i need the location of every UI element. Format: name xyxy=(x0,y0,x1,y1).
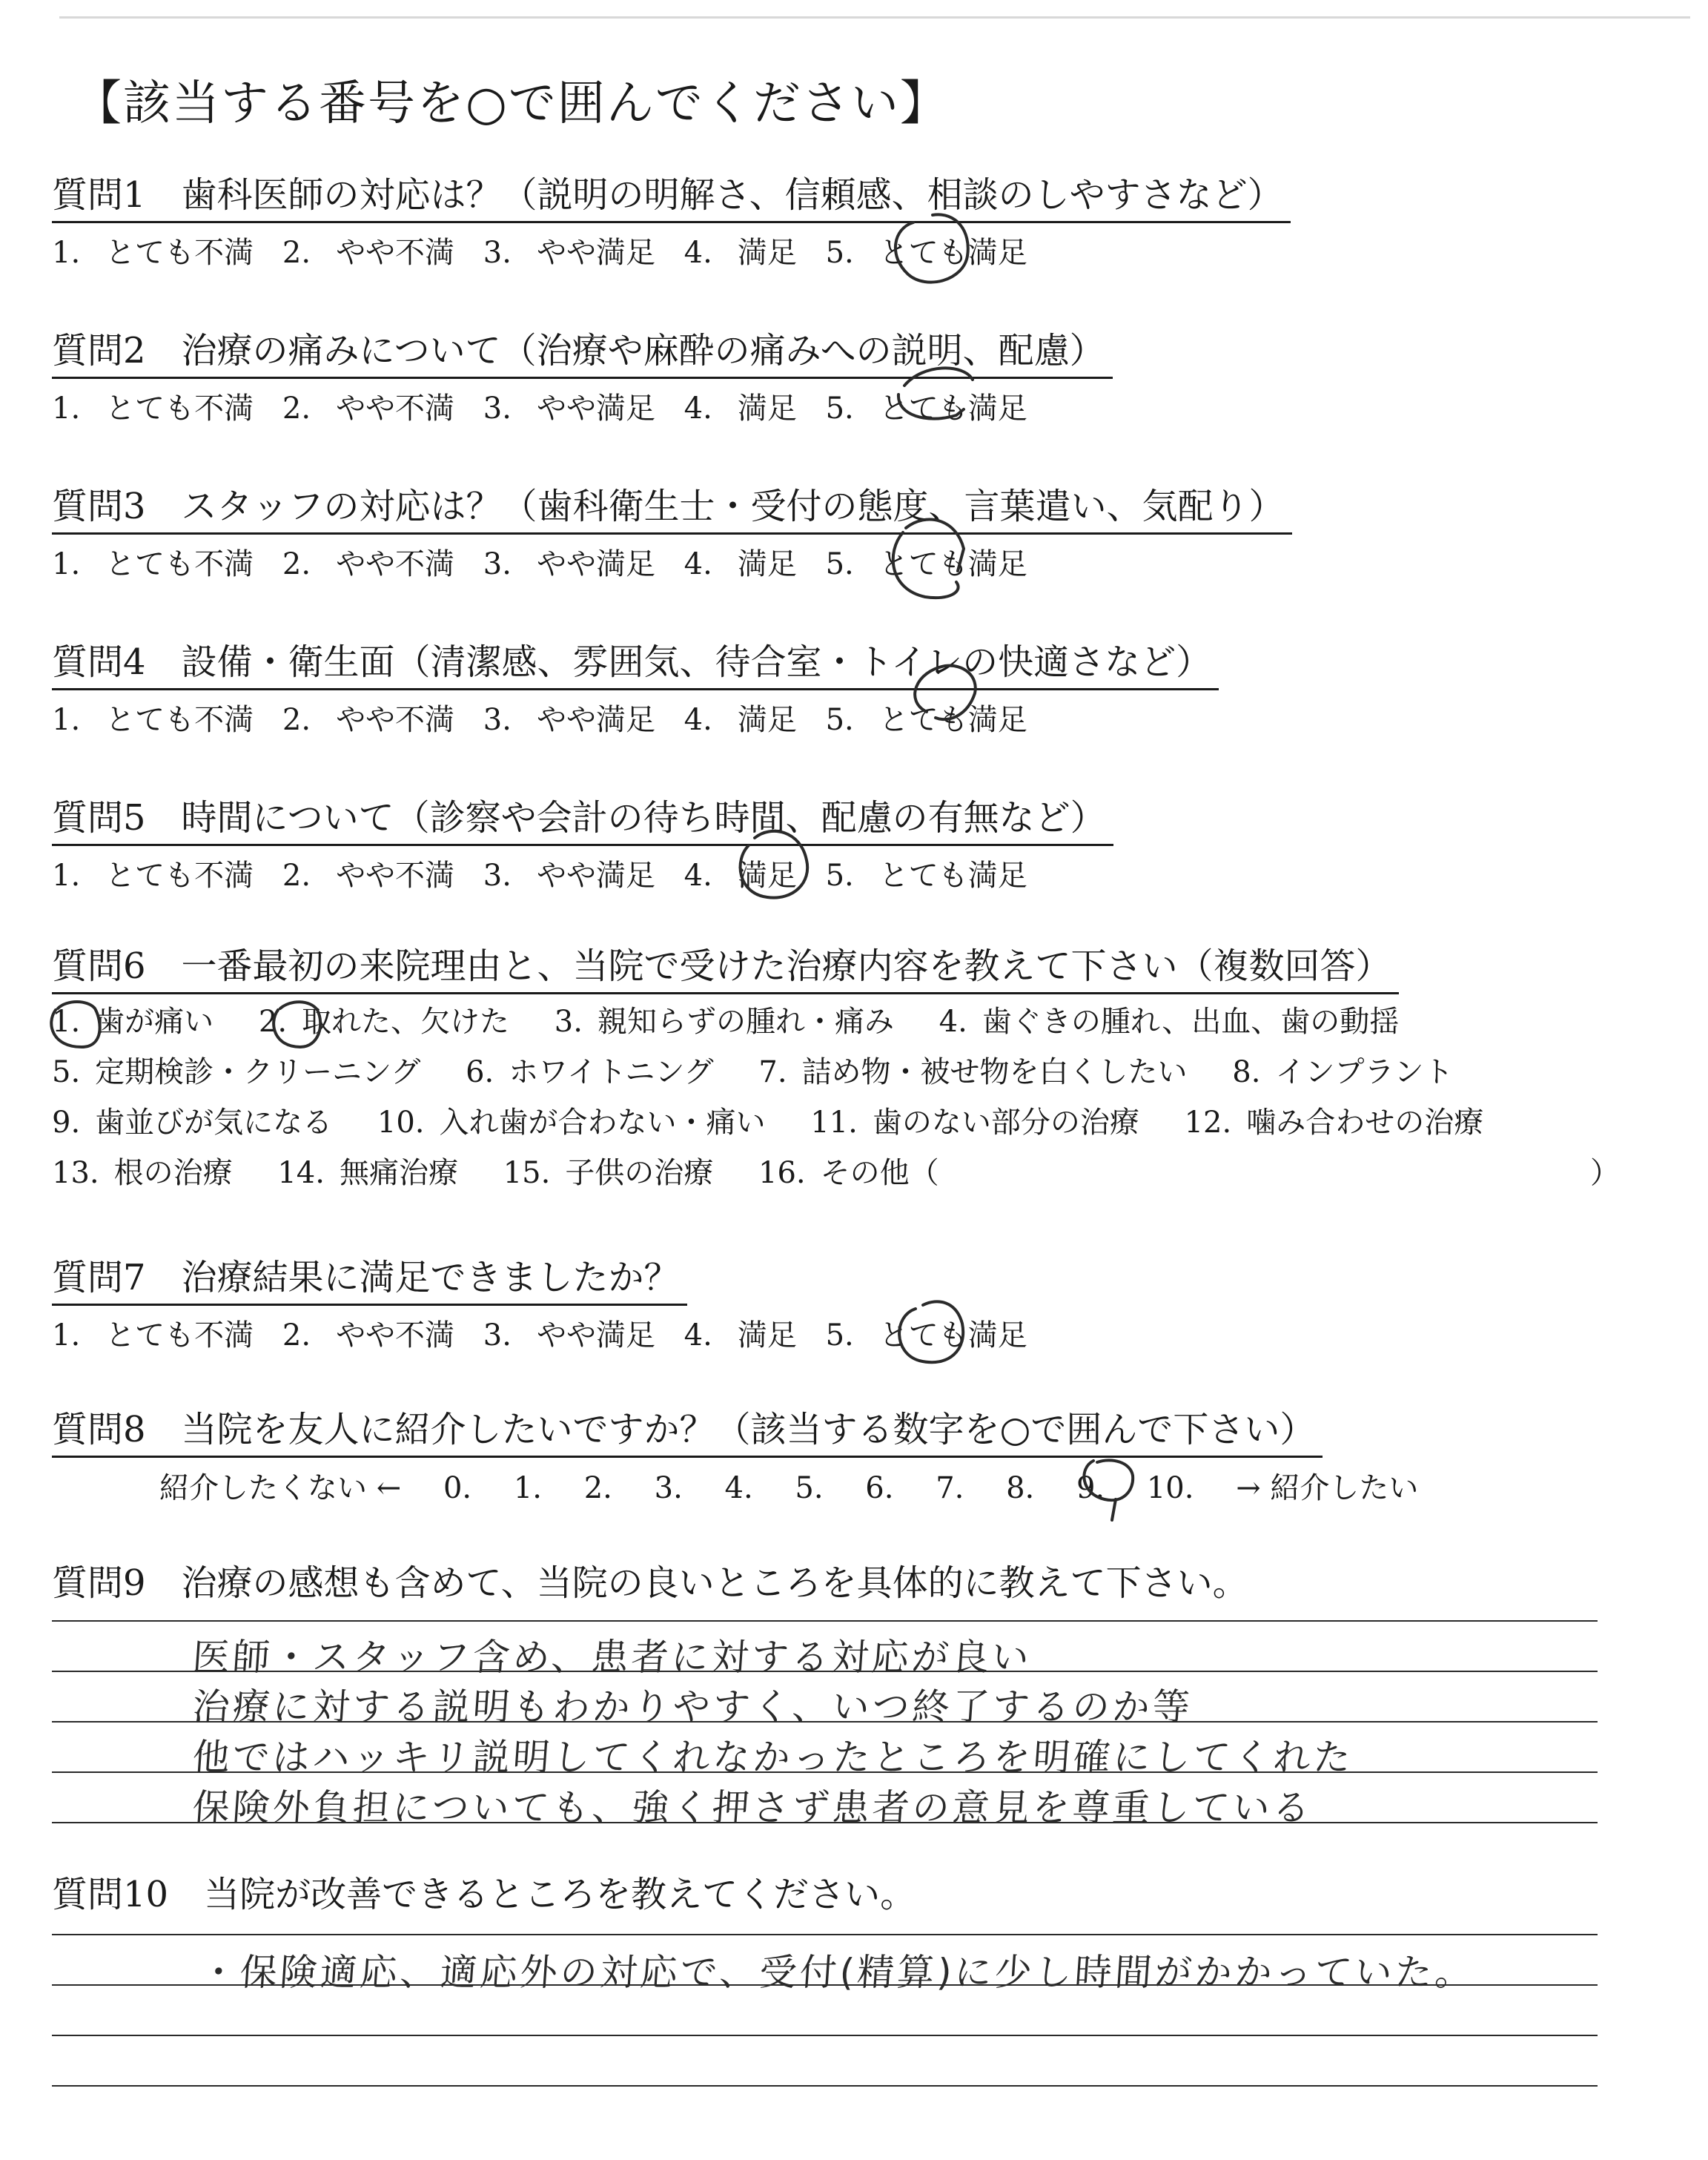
other-close-paren: ） xyxy=(1590,1156,1620,1190)
choice-label[interactable]: 定期検診・クリーニング xyxy=(95,1055,421,1089)
page-title: 【該当する番号を○で囲んでください】 xyxy=(74,76,949,131)
handwritten-answer[interactable]: ・保険適応、適応外の対応で、受付(精算)に少し時間がかかっていた。 xyxy=(198,1951,1477,1994)
option-number[interactable]: 5. xyxy=(825,392,854,426)
question-text: 一番最初の来院理由と、当院で受けた治療内容を教えて下さい（複数回答） xyxy=(181,945,1391,987)
question-text: 治療の感想も含めて、当院の良いところを具体的に教えて下さい。 xyxy=(181,1562,1248,1604)
selection-circle-q6-1 xyxy=(51,1002,99,1047)
choice-label[interactable]: 詰め物・被せ物を白くしたい xyxy=(801,1055,1188,1089)
option-label[interactable]: やや満足 xyxy=(536,1318,655,1353)
choice-number[interactable]: 14. xyxy=(277,1156,325,1190)
option-label[interactable]: 満足 xyxy=(737,547,797,581)
option-number[interactable]: 4. xyxy=(683,236,712,270)
option-number[interactable]: 5. xyxy=(825,703,854,737)
scale-value[interactable]: 4. xyxy=(724,1471,753,1505)
option-number[interactable]: 1. xyxy=(52,236,81,270)
option-number[interactable]: 5. xyxy=(825,1318,854,1353)
scale-right-label: → 紹介したい xyxy=(1236,1471,1419,1505)
option-label[interactable]: やや満足 xyxy=(536,392,655,426)
choice-number[interactable]: 1. xyxy=(52,1005,81,1039)
choice-label[interactable]: インプラント xyxy=(1275,1055,1454,1089)
question-text: 当院を友人に紹介したいですか？（該当する数字を○で囲んで下さい） xyxy=(181,1409,1316,1450)
scale-value[interactable]: 8. xyxy=(1006,1471,1035,1505)
choice-number[interactable]: 7. xyxy=(758,1055,787,1089)
choice-number[interactable]: 3. xyxy=(554,1005,583,1039)
handwritten-answer[interactable]: 治療に対する説明もわかりやすく、いつ終了するのか等 xyxy=(191,1685,1194,1728)
option-number[interactable]: 1. xyxy=(52,859,81,893)
option-label[interactable]: とても不満 xyxy=(105,392,254,426)
question-number: 質問6 xyxy=(52,945,146,987)
option-number[interactable]: 4. xyxy=(683,703,712,737)
option-label[interactable]: とても満足 xyxy=(878,703,1027,737)
option-label[interactable]: 満足 xyxy=(737,1318,797,1353)
selection-circle-q4 xyxy=(915,666,976,719)
choice-number[interactable]: 15. xyxy=(503,1156,551,1190)
selection-circle-q2 xyxy=(898,368,973,418)
choice-label[interactable]: 親知らずの腫れ・痛み xyxy=(597,1005,894,1039)
option-label[interactable]: やや満足 xyxy=(536,547,655,581)
option-number[interactable]: 1. xyxy=(52,547,81,581)
option-label[interactable]: やや不満 xyxy=(336,859,455,893)
scale-value[interactable]: 7. xyxy=(936,1471,964,1505)
scale-value[interactable]: 3. xyxy=(654,1471,683,1505)
scale-left-label: 紹介したくない ← xyxy=(159,1471,402,1505)
option-number[interactable]: 3. xyxy=(483,392,512,426)
choice-label[interactable]: ホワイトニング xyxy=(509,1055,714,1089)
option-label[interactable]: やや満足 xyxy=(536,859,655,893)
question-number: 質問1 xyxy=(52,174,146,216)
option-label[interactable]: 満足 xyxy=(737,236,797,270)
question-text: 歯科医師の対応は？（説明の明解さ、信頼感、相談のしやすさなど） xyxy=(181,174,1283,216)
selection-circle-q6-2 xyxy=(274,1002,320,1047)
option-label[interactable]: やや満足 xyxy=(536,703,655,737)
scale-value[interactable]: 2. xyxy=(583,1471,612,1505)
choice-number[interactable]: 9. xyxy=(52,1106,81,1140)
question-number: 質問10 xyxy=(52,1874,169,1915)
question-number: 質問3 xyxy=(52,486,146,527)
question-number: 質問5 xyxy=(52,797,146,839)
option-label[interactable]: やや不満 xyxy=(336,236,455,270)
option-number[interactable]: 1. xyxy=(52,392,81,426)
scale-value[interactable]: 10. xyxy=(1146,1471,1194,1505)
option-number[interactable]: 2. xyxy=(282,236,311,270)
choice-label[interactable]: 歯並びが気になる xyxy=(95,1106,333,1140)
choice-label[interactable]: 歯ぐきの腫れ、出血、歯の動揺 xyxy=(982,1005,1400,1039)
choice-label[interactable]: 歯が痛い xyxy=(95,1005,214,1039)
choice-number[interactable]: 5. xyxy=(52,1055,81,1089)
choice-number[interactable]: 12. xyxy=(1184,1106,1232,1140)
choice-number[interactable]: 11. xyxy=(810,1106,858,1140)
scale-value[interactable]: 0. xyxy=(443,1471,472,1505)
choice-label[interactable]: 噛み合わせの治療 xyxy=(1246,1106,1484,1140)
handwritten-answer[interactable]: 保険外負担についても、強く押さず患者の意見を尊重している xyxy=(191,1786,1314,1829)
selection-circle-q7 xyxy=(899,1301,963,1362)
question-text: 時間について（診察や会計の待ち時間、配慮の有無など） xyxy=(181,797,1106,839)
option-number[interactable]: 3. xyxy=(483,547,512,581)
option-label[interactable]: やや不満 xyxy=(336,392,455,426)
question-text: 治療結果に満足できましたか？ xyxy=(181,1257,680,1298)
handwritten-answer[interactable]: 医師・スタッフ含め、患者に対する対応が良い xyxy=(191,1636,1033,1679)
option-label[interactable]: とても満足 xyxy=(878,392,1027,426)
question-number: 質問7 xyxy=(52,1257,146,1298)
selection-circle-q3 xyxy=(893,520,964,598)
option-number[interactable]: 3. xyxy=(483,859,512,893)
option-label[interactable]: やや不満 xyxy=(336,547,455,581)
choice-number[interactable]: 16. xyxy=(758,1156,806,1190)
selection-circle-q8 xyxy=(1084,1460,1133,1520)
option-number[interactable]: 4. xyxy=(683,859,712,893)
choice-label[interactable]: 子供の治療 xyxy=(565,1156,714,1190)
scale-value[interactable]: 5. xyxy=(795,1471,824,1505)
choice-label[interactable]: 取れた、欠けた xyxy=(302,1005,510,1039)
option-number[interactable]: 4. xyxy=(683,1318,712,1353)
option-label[interactable]: 満足 xyxy=(737,392,797,426)
option-number[interactable]: 3. xyxy=(483,236,512,270)
selection-circle-q5 xyxy=(741,831,808,898)
option-label[interactable]: とても満足 xyxy=(878,1318,1027,1353)
option-label[interactable]: とても不満 xyxy=(105,236,254,270)
option-number[interactable]: 2. xyxy=(282,392,311,426)
option-number[interactable]: 5. xyxy=(825,859,854,893)
option-number[interactable]: 5. xyxy=(825,547,854,581)
choice-number[interactable]: 4. xyxy=(939,1005,967,1039)
selection-circle-q1 xyxy=(896,214,968,282)
choice-label[interactable]: 根の治療 xyxy=(113,1156,233,1190)
choice-number[interactable]: 10. xyxy=(377,1106,425,1140)
option-number[interactable]: 3. xyxy=(483,703,512,737)
option-number[interactable]: 4. xyxy=(683,392,712,426)
option-number[interactable]: 3. xyxy=(483,1318,512,1353)
choice-number[interactable]: 6. xyxy=(466,1055,494,1089)
option-number[interactable]: 2. xyxy=(282,547,311,581)
scale-value[interactable]: 9. xyxy=(1076,1471,1105,1505)
option-label[interactable]: 満足 xyxy=(737,859,797,893)
choice-number[interactable]: 8. xyxy=(1232,1055,1261,1089)
choice-label[interactable]: 無痛治療 xyxy=(339,1156,458,1190)
question-number: 質問4 xyxy=(52,641,146,683)
choice-number[interactable]: 2. xyxy=(258,1005,288,1039)
choice-label[interactable]: 入れ歯が合わない・痛い xyxy=(439,1106,766,1140)
choice-number[interactable]: 13. xyxy=(52,1156,99,1190)
option-number[interactable]: 1. xyxy=(52,703,81,737)
option-label[interactable]: とても満足 xyxy=(878,859,1027,893)
option-number[interactable]: 1. xyxy=(52,1318,81,1353)
option-label[interactable]: とても不満 xyxy=(105,859,254,893)
option-label[interactable]: 満足 xyxy=(737,703,797,737)
handwritten-answer[interactable]: 他ではハッキリ説明してくれなかったところを明確にしてくれた xyxy=(191,1736,1355,1779)
question-text: 設備・衛生面（清潔感、雰囲気、待合室・トイレの快適さなど） xyxy=(181,641,1212,683)
question-number: 質問8 xyxy=(52,1409,146,1450)
option-number[interactable]: 4. xyxy=(683,547,712,581)
question-text: スタッフの対応は？（歯科衛生士・受付の態度、言葉遣い、気配り） xyxy=(181,486,1285,527)
option-label[interactable]: とても不満 xyxy=(105,1318,254,1353)
option-label[interactable]: やや不満 xyxy=(336,703,455,737)
scale-value[interactable]: 1. xyxy=(513,1471,543,1505)
option-label[interactable]: やや満足 xyxy=(536,236,655,270)
option-number[interactable]: 2. xyxy=(282,1318,311,1353)
question-number: 質問9 xyxy=(52,1562,146,1604)
option-number[interactable]: 2. xyxy=(282,859,311,893)
option-label[interactable]: とても満足 xyxy=(878,236,1027,270)
scale-value[interactable]: 6. xyxy=(865,1471,894,1505)
question-text: 治療の痛みについて（治療や麻酔の痛みへの説明、配慮） xyxy=(181,330,1105,371)
option-label[interactable]: やや不満 xyxy=(336,1318,455,1353)
option-number[interactable]: 2. xyxy=(282,703,311,737)
question-text: 当院が改善できるところを教えてください。 xyxy=(204,1874,916,1915)
question-number: 質問2 xyxy=(52,330,146,371)
choice-label[interactable]: その他（ xyxy=(820,1156,939,1190)
option-label[interactable]: とても満足 xyxy=(878,547,1027,581)
option-label[interactable]: とても不満 xyxy=(105,547,254,581)
option-number[interactable]: 5. xyxy=(825,236,854,270)
option-label[interactable]: とても不満 xyxy=(105,703,254,737)
choice-label[interactable]: 歯のない部分の治療 xyxy=(872,1106,1139,1140)
